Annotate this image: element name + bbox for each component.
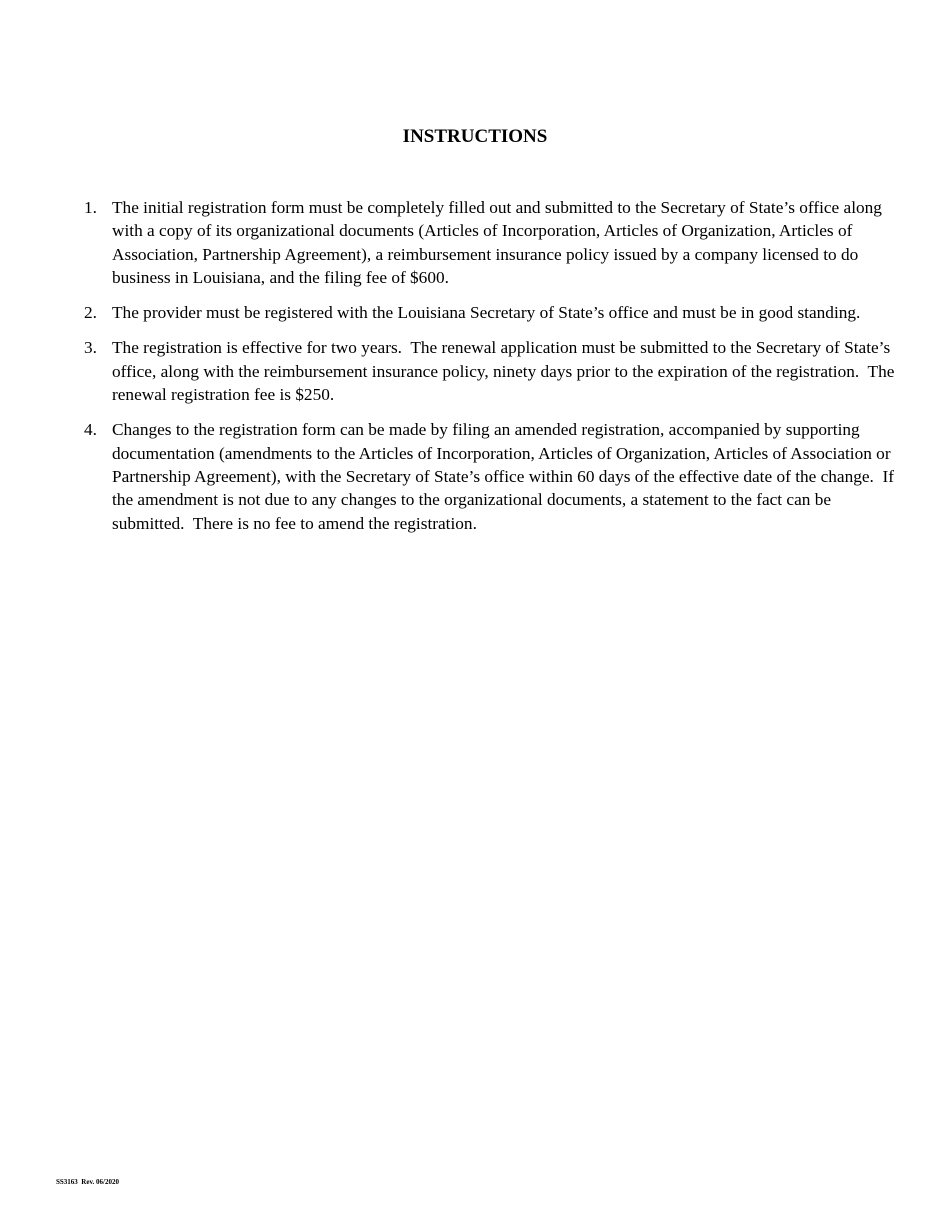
list-item-text: The registration is effective for two years. The renewal application must be submitted to the Secretary of State’s office, along with the reimbursement insurance policy, ninety days prior to the expiration of the registration. The renewal registration fee is $250. xyxy=(112,338,899,405)
page-title: INSTRUCTIONS xyxy=(402,126,548,147)
list-item-text: Changes to the registration form can be made by filing an amended registration, accompanied by supporting documentation (amendments to the Articles of Incorporation, Articles of Organization, Articles of Association or Partnership Agreement), with the Secretary of State’s office within 60 days of the effective date of the change. If the amendment is not due to any changes to the organizational documents, a statement to the fact can be submitted. There is no fee to amend the registration. xyxy=(112,420,899,533)
list-item-text: The provider must be registered with the Louisiana Secretary of State’s office and must be in good standing. xyxy=(112,303,861,323)
form-revision-footer: SS3163 Rev. 06/2020 xyxy=(56,1178,120,1186)
list-item-number: 1. xyxy=(84,198,97,217)
list-item-number: 4. xyxy=(84,420,97,440)
list-item-number: 2. xyxy=(84,303,97,323)
list-item xyxy=(84,301,896,324)
list-item xyxy=(84,196,896,289)
instructions-list xyxy=(84,196,899,547)
list-item xyxy=(84,336,899,406)
list-item-text: The initial registration form must be completely filled out and submitted to the Secretary of State’s office along with a copy of its organizational documents (Articles of Incorporation, Articles of Organization, Articles of Association, Partnership Agreement), a reimbursement insurance policy issued by a company licensed to do business in Louisiana, and the filing fee of $600. xyxy=(112,198,887,287)
list-item xyxy=(84,418,899,534)
list-item-number: 3. xyxy=(84,338,97,358)
